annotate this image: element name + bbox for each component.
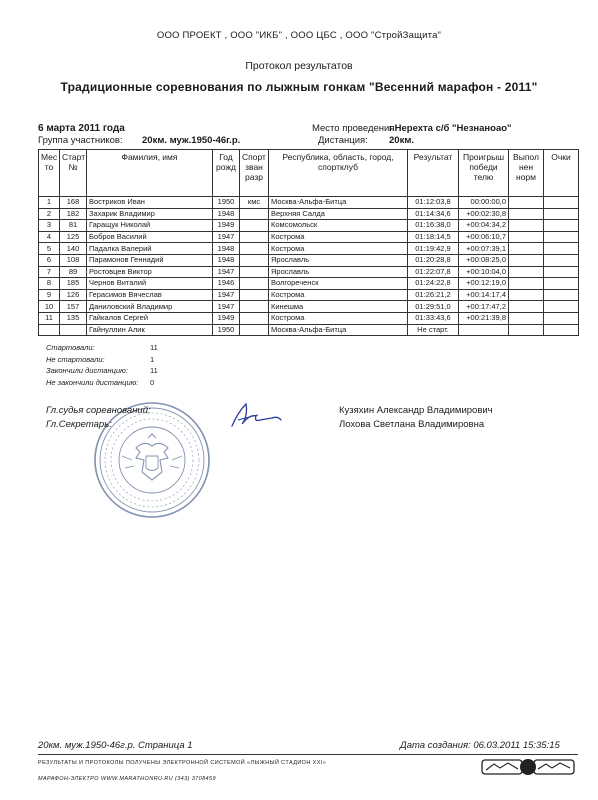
cell-start: 125 <box>60 231 87 243</box>
cell-behind: +00:08:25,0 <box>459 254 509 266</box>
cell-place: 5 <box>39 243 60 255</box>
cell-start: 182 <box>60 208 87 220</box>
cell-rank <box>240 324 269 336</box>
chief-secretary-label: Гл.Секретарь: <box>46 419 112 430</box>
cell-result: 01:18:14,5 <box>408 231 459 243</box>
table-row <box>39 324 579 336</box>
cell-points <box>544 220 579 232</box>
cell-norm <box>509 197 544 209</box>
official-seal-icon <box>92 400 212 520</box>
table-row <box>39 220 579 232</box>
cell-behind: +00:21:39,8 <box>459 312 509 324</box>
cell-behind: +00:17:47,2 <box>459 301 509 313</box>
stat-value: 11 <box>150 366 158 375</box>
cell-result: 01:14:34,6 <box>408 208 459 220</box>
cell-norm <box>509 266 544 278</box>
event-date: 6 марта 2011 года <box>38 123 125 134</box>
cell-behind: +00:10:04,0 <box>459 266 509 278</box>
organizers-line: ООО ПРОЕКТ , ООО "ИКБ" , ООО ЦБС , ООО "СтройЗащита" <box>156 30 442 41</box>
cell-result: 01:33:43,6 <box>408 312 459 324</box>
handwritten-signature-icon <box>228 398 284 432</box>
table-row <box>39 289 579 301</box>
table-row <box>39 301 579 313</box>
cell-norm <box>509 324 544 336</box>
cell-name: Падалка Валерий <box>87 243 213 255</box>
stat-value: 0 <box>150 377 155 387</box>
cell-place: 11 <box>39 312 60 324</box>
cell-place: 10 <box>39 301 60 313</box>
cell-place <box>39 324 60 336</box>
cell-norm <box>509 254 544 266</box>
cell-year: 1948 <box>213 208 240 220</box>
cell-club: Москва-Альфа-Битца <box>269 197 408 209</box>
cell-start: 81 <box>60 220 87 232</box>
cell-name: Чернов Виталий <box>87 278 213 290</box>
cell-place: 9 <box>39 289 60 301</box>
cell-year: 1950 <box>213 197 240 209</box>
cell-club: Кострома <box>269 312 408 324</box>
stat-finished <box>46 365 158 377</box>
cell-points <box>544 301 579 313</box>
cell-year: 1947 <box>213 231 240 243</box>
cell-name: Гайкалов Сергей <box>87 312 213 324</box>
table-header-row <box>39 150 579 197</box>
cell-norm <box>509 289 544 301</box>
group-value: 20км. муж.1950-46г.р. <box>142 135 241 146</box>
cell-name: Востриков Иван <box>87 197 213 209</box>
venue-label: Место проведения: <box>312 123 398 134</box>
cell-year: 1947 <box>213 289 240 301</box>
cell-place: 1 <box>39 197 60 209</box>
col-header-points: Очки <box>544 150 579 197</box>
cell-behind: +00:12:19,0 <box>459 278 509 290</box>
col-header-club: Республика, область, город, спортклуб <box>269 150 408 197</box>
cell-place: 4 <box>39 231 60 243</box>
cell-start: 108 <box>60 254 87 266</box>
col-header-birth-year: Год рожд <box>213 150 240 197</box>
cell-points <box>544 266 579 278</box>
cell-place: 7 <box>39 266 60 278</box>
cell-result: 01:20:28,8 <box>408 254 459 266</box>
stat-value: 11 <box>150 343 158 352</box>
cell-points <box>544 208 579 220</box>
cell-result: 01:29:51,0 <box>408 301 459 313</box>
cell-behind: +00:02:30,8 <box>459 208 509 220</box>
cell-rank <box>240 231 269 243</box>
cell-club: Кинешма <box>269 301 408 313</box>
marathon-electro-logo-icon <box>480 756 576 778</box>
cell-club: Верхняя Салда <box>269 208 408 220</box>
cell-start: 185 <box>60 278 87 290</box>
cell-club: Ярославль <box>269 254 408 266</box>
chief-judge-name: Кузяхин Александр Владимирович <box>339 405 493 416</box>
cell-start: 168 <box>60 197 87 209</box>
stat-label: Не закончили дистанцию: <box>46 377 139 387</box>
cell-points <box>544 312 579 324</box>
creation-date: Дата создания: 06.03.2011 15:35:15 <box>400 740 560 751</box>
cell-club: Кострома <box>269 243 408 255</box>
cell-points <box>544 197 579 209</box>
cell-rank <box>240 220 269 232</box>
system-credit: РЕЗУЛЬТАТЫ И ПРОТОКОЛЫ ПОЛУЧЕНЫ ЭЛЕКТРОННОЙ СИСТЕМОЙ «ЛЫЖНЫЙ СТАДИОН XXI» <box>38 760 327 766</box>
page-info: 20км. муж.1950-46г.р. Страница 1 <box>38 740 193 751</box>
stat-value: 1 <box>150 354 155 364</box>
results-table <box>38 149 579 336</box>
cell-start: 89 <box>60 266 87 278</box>
table-row <box>39 278 579 290</box>
stat-not-finished <box>46 377 155 389</box>
cell-points <box>544 324 579 336</box>
distance-value: 20км. <box>389 135 414 146</box>
cell-behind: +00:06:10,7 <box>459 231 509 243</box>
cell-norm <box>509 208 544 220</box>
col-header-place: Мес то <box>39 150 60 197</box>
cell-result: 01:22:07,8 <box>408 266 459 278</box>
stat-label: Стартовали: <box>46 343 95 352</box>
cell-result: 01:19:42,9 <box>408 243 459 255</box>
col-header-name: Фамилия, имя <box>87 150 213 197</box>
stat-label: Закончили дистанцию: <box>46 366 128 375</box>
cell-rank <box>240 312 269 324</box>
cell-norm <box>509 220 544 232</box>
cell-place: 6 <box>39 254 60 266</box>
cell-result: Не старт. <box>408 324 459 336</box>
stat-started <box>46 342 158 354</box>
cell-year: 1947 <box>213 266 240 278</box>
cell-norm <box>509 231 544 243</box>
cell-result: 01:26:21,2 <box>408 289 459 301</box>
cell-year: 1948 <box>213 254 240 266</box>
group-label: Группа участников: <box>38 135 123 146</box>
cell-points <box>544 289 579 301</box>
contacts-line: МАРАФОН-ЭЛЕКТРО WWW.MARATHONRU.RU (343) 3708459 <box>38 776 216 782</box>
cell-behind: 00:00:00,0 <box>459 197 509 209</box>
cell-points <box>544 278 579 290</box>
cell-start: 140 <box>60 243 87 255</box>
cell-points <box>544 231 579 243</box>
cell-name: Захарик Владимир <box>87 208 213 220</box>
cell-start: 135 <box>60 312 87 324</box>
col-header-sport-rank: Спорт зван разр <box>240 150 269 197</box>
venue-value: г.Нерехта с/б "Незнаноао" <box>389 123 512 134</box>
cell-name: Гайнуллин Алик <box>87 324 213 336</box>
cell-points <box>544 254 579 266</box>
cell-place: 3 <box>39 220 60 232</box>
cell-name: Парамонов Геннадий <box>87 254 213 266</box>
col-header-start-number: Старт № <box>60 150 87 197</box>
stat-label: Не стартовали: <box>46 354 105 364</box>
cell-name: Гаращук Николай <box>87 220 213 232</box>
cell-year: 1947 <box>213 301 240 313</box>
table-row <box>39 231 579 243</box>
cell-rank <box>240 254 269 266</box>
cell-norm <box>509 312 544 324</box>
table-row <box>39 254 579 266</box>
cell-result: 01:24:22,8 <box>408 278 459 290</box>
cell-rank <box>240 278 269 290</box>
table-row <box>39 312 579 324</box>
cell-rank <box>240 301 269 313</box>
cell-place: 8 <box>39 278 60 290</box>
cell-behind: +00:14:17,4 <box>459 289 509 301</box>
table-row <box>39 197 579 209</box>
cell-club: Кострома <box>269 289 408 301</box>
cell-rank <box>240 208 269 220</box>
cell-club: Волгореченск <box>269 278 408 290</box>
cell-year: 1949 <box>213 312 240 324</box>
cell-name: Бобров Василий <box>87 231 213 243</box>
col-header-result: Результат <box>408 150 459 197</box>
summary-stats <box>46 342 158 388</box>
cell-year: 1949 <box>213 220 240 232</box>
chief-secretary-name: Лохова Светлана Владимировна <box>339 419 485 430</box>
table-row <box>39 243 579 255</box>
footer-divider <box>38 754 578 755</box>
cell-name: Ростовцев Виктор <box>87 266 213 278</box>
distance-label: Дистанция: <box>318 135 368 146</box>
cell-rank <box>240 243 269 255</box>
cell-points <box>544 243 579 255</box>
cell-result: 01:16:38,0 <box>408 220 459 232</box>
cell-norm <box>509 243 544 255</box>
cell-result: 01:12:03,8 <box>408 197 459 209</box>
cell-name: Герасимов Вячеслав <box>87 289 213 301</box>
cell-rank: кмс <box>240 197 269 209</box>
cell-behind: +00:04:34,2 <box>459 220 509 232</box>
col-header-norm: Выпол нен норм <box>509 150 544 197</box>
cell-behind: +00:07:39,1 <box>459 243 509 255</box>
cell-year: 1946 <box>213 278 240 290</box>
cell-club: Комсомольск <box>269 220 408 232</box>
table-row <box>39 266 579 278</box>
cell-place: 2 <box>39 208 60 220</box>
cell-year: 1950 <box>213 324 240 336</box>
cell-club: Москва-Альфа-Битца <box>269 324 408 336</box>
protocol-heading: Протокол результатов <box>245 60 353 72</box>
chief-judge-label: Гл.судья соревнований: <box>46 405 151 416</box>
cell-club: Кострома <box>269 231 408 243</box>
cell-name: Даниловский Владимир <box>87 301 213 313</box>
cell-club: Ярославль <box>269 266 408 278</box>
cell-year: 1948 <box>213 243 240 255</box>
cell-start <box>60 324 87 336</box>
cell-start: 126 <box>60 289 87 301</box>
cell-behind <box>459 324 509 336</box>
col-header-time-behind: Проигрыш победи телю <box>459 150 509 197</box>
cell-rank <box>240 289 269 301</box>
cell-norm <box>509 301 544 313</box>
cell-norm <box>509 278 544 290</box>
stat-not-started <box>46 354 155 366</box>
cell-rank <box>240 266 269 278</box>
cell-start: 157 <box>60 301 87 313</box>
table-row <box>39 208 579 220</box>
competition-title: Традиционные соревнования по лыжным гонкам "Весенний марафон - 2011" <box>60 80 538 94</box>
